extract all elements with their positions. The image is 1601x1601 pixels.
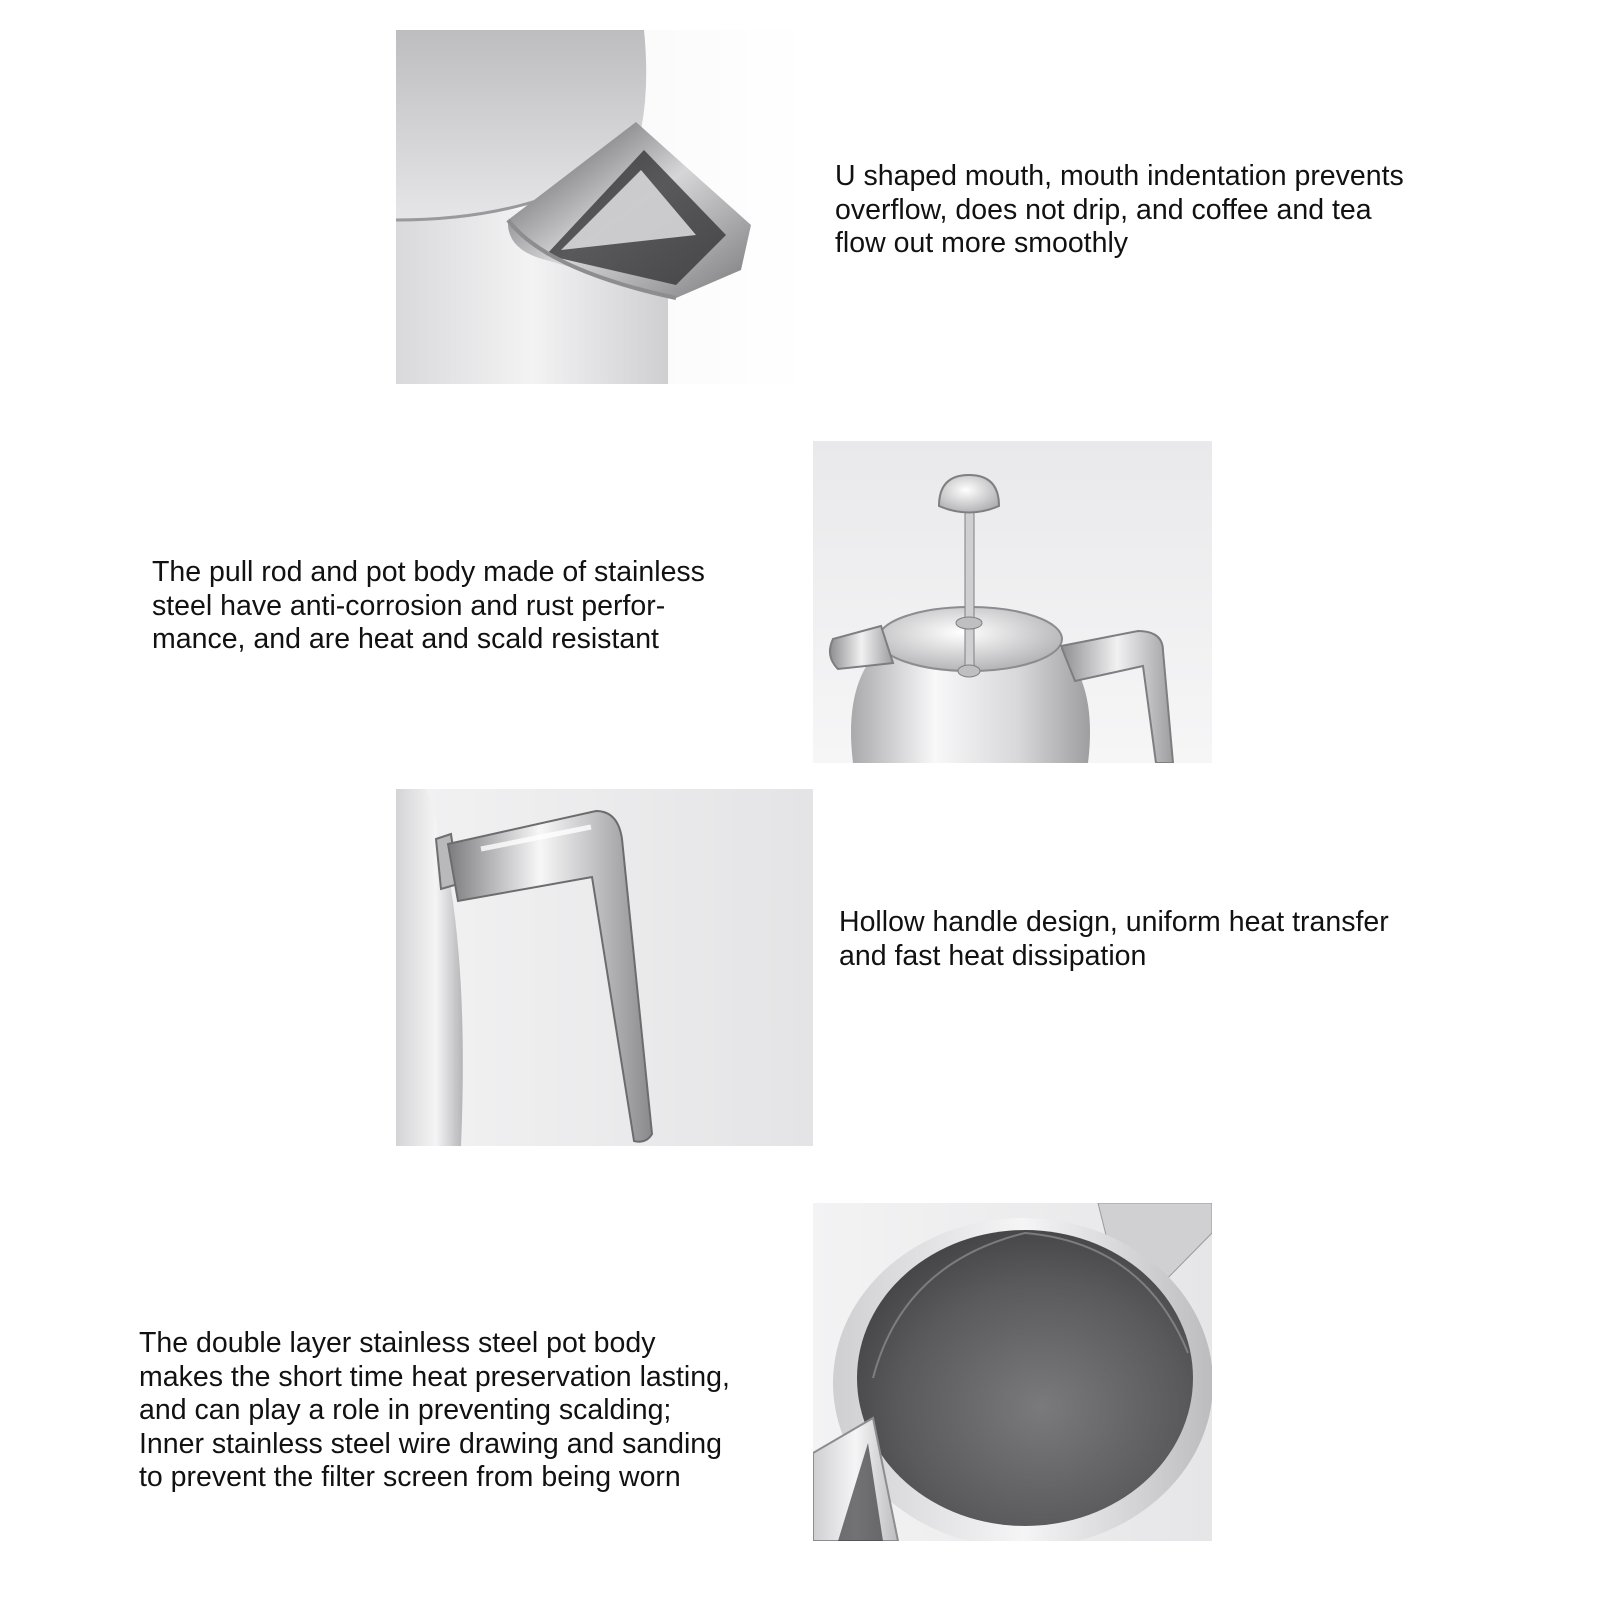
- insulation-caption: The double layer stainless steel pot body makes the short time heat preservation lasting, and can play a role in preventing scalding; Inner stainless steel wire drawing and sanding to prevent the filter screen from being worn: [139, 1327, 730, 1493]
- material-caption: The pull rod and pot body made of stainless steel have anti-corrosion and rust perfor- mance, and are heat and scald resistant: [152, 556, 705, 655]
- inner-wall-photo: [813, 1203, 1212, 1541]
- spout-caption: U shaped mouth, mouth indentation prevents overflow, does not drip, and coffee and tea flow out more smoothly: [835, 160, 1404, 259]
- handle-caption: Hollow handle design, uniform heat transfer and fast heat dissipation: [839, 906, 1389, 972]
- handle-photo: [396, 789, 813, 1146]
- plunger-pot-photo: [813, 441, 1212, 763]
- spout-photo: [396, 30, 809, 384]
